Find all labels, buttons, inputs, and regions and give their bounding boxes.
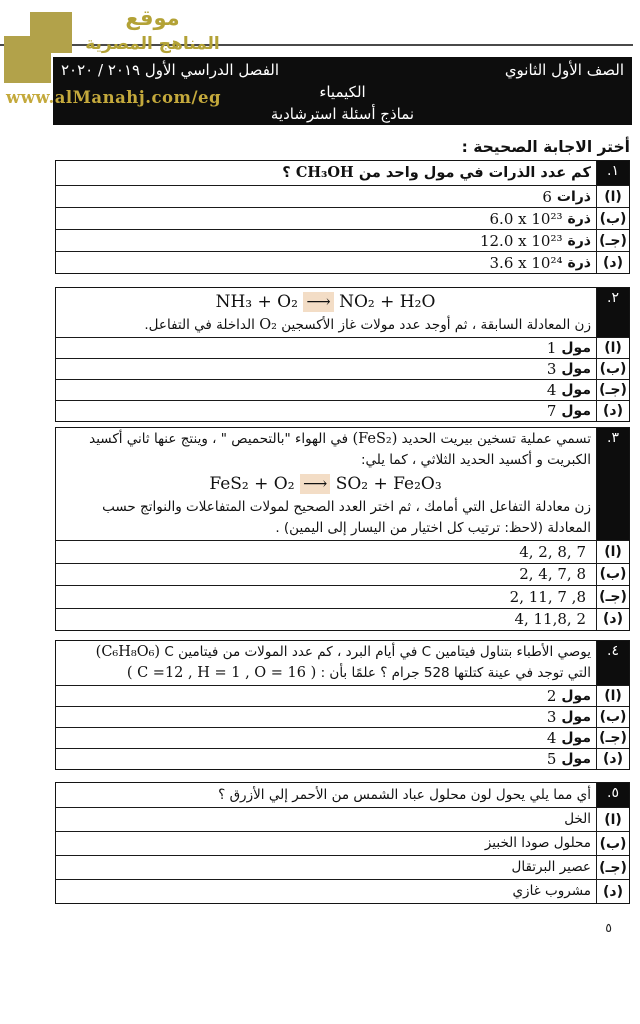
chemical-equation: FeS₂ + O₂ ⟶ SO₂ + Fe₂O₃	[209, 474, 442, 494]
chemical-formula: CH₃OH	[295, 164, 354, 181]
question-2-table	[55, 287, 630, 422]
option-text: 2, 11, 7 ,8	[509, 587, 586, 606]
option-text: مول 4	[546, 729, 591, 747]
option-letter: (ب)	[596, 359, 629, 379]
option-text: 4, 2, 8, 7	[519, 542, 586, 561]
reaction-arrow: ⟶	[303, 292, 333, 312]
option-row	[56, 748, 629, 769]
term-label: الفصل الدراسي الأول ٢٠١٩ / ٢٠٢٠	[61, 61, 280, 79]
option-letter: (د)	[596, 609, 629, 631]
option-row	[56, 379, 629, 400]
option-text: مول 4	[546, 381, 591, 399]
question-3-outro: زن معادلة التفاعل التي أمامك ، ثم اختر العدد الصحيح لمولات المتفاعلات والنواتج حسب المعادلة (لاحظ: ترتيب كل اختيار من اليسار إلى اليمين) .	[102, 499, 591, 536]
option-text: الخل	[564, 811, 591, 827]
option-row	[56, 807, 629, 831]
option-letter: (ب)	[596, 564, 629, 586]
option-letter: (ا)	[596, 186, 629, 207]
option-row	[56, 831, 629, 855]
option-text: ذرة 12.0 x 10²³	[479, 231, 591, 250]
option-row	[56, 337, 629, 358]
question-1-text: كم عدد الذرات في مول واحد من CH₃OH ؟	[282, 164, 591, 181]
option-letter: (ب)	[596, 832, 629, 855]
option-text: ذرة 3.6 x 10²⁴	[489, 253, 591, 272]
option-letter: (د)	[596, 880, 629, 903]
question-3-header	[56, 428, 629, 540]
question-5-table	[55, 782, 630, 904]
option-letter: (جـ)	[596, 856, 629, 879]
logo-block-icon	[4, 36, 51, 83]
question-3-intro: تسمي عملية تسخين بيريت الحديد (FeS₂) في الهواء "بالتحميص " ، وينتج عنها ثاني أكسيد الكبريت و أكسيد الحديد الثلاثي ، كما يلي:	[89, 431, 591, 468]
header-row-grade-term	[53, 59, 632, 81]
option-text: مول 2	[546, 687, 591, 705]
option-text: مول 5	[546, 750, 591, 768]
question-4-text	[56, 641, 596, 685]
question-5-text: أي مما يلي يحول لون محلول عباد الشمس من الأحمر إلي الأزرق ؟	[218, 787, 591, 803]
option-row	[56, 879, 629, 903]
option-text: مول 3	[546, 360, 591, 378]
chemical-formula: (FeS₂)	[352, 431, 398, 447]
option-letter: (د)	[596, 401, 629, 421]
option-row	[56, 251, 629, 273]
option-letter: (د)	[596, 252, 629, 273]
option-letter: (د)	[596, 749, 629, 769]
option-row	[56, 685, 629, 706]
option-letter: (جـ)	[596, 586, 629, 608]
option-letter: (ب)	[596, 707, 629, 727]
option-row	[56, 185, 629, 207]
page-number: ٥	[605, 920, 612, 935]
question-4-header	[56, 641, 629, 685]
option-letter: (جـ)	[596, 728, 629, 748]
watermark-site-word: موقع	[125, 6, 180, 30]
atomic-masses: ( C =12 , H = 1 , O = 16 )	[126, 665, 317, 681]
option-row	[56, 229, 629, 251]
option-letter: (ا)	[596, 686, 629, 706]
question-1-number: ١.	[596, 161, 629, 185]
option-row	[56, 563, 629, 586]
question-5-header	[56, 783, 629, 807]
option-text: محلول صودا الخبيز	[484, 835, 591, 851]
question-2-prompt: زن المعادلة السابقة ، ثم أوجد عدد مولات غاز الأكسجين O₂ الداخلة في التفاعل.	[144, 317, 591, 333]
question-3-text	[56, 428, 596, 540]
grade-label: الصف الأول الثانوي	[504, 61, 624, 79]
option-letter: (ا)	[596, 338, 629, 358]
option-row	[56, 540, 629, 563]
option-row	[56, 706, 629, 727]
watermark-site-name: المناهج المصرية	[85, 34, 220, 54]
question-4-line2: التي توجد في عينة كتلتها 528 جرام ؟ علمًا بأن : ( C =12 , H = 1 , O = 16 )	[126, 665, 591, 681]
option-row	[56, 608, 629, 631]
option-text: ذرة 6.0 x 10²³	[489, 209, 591, 228]
option-letter: (ا)	[596, 808, 629, 831]
option-row	[56, 207, 629, 229]
option-letter: (ا)	[596, 541, 629, 563]
option-text: 4, 11,8, 2	[514, 610, 586, 629]
question-3-number: ٣.	[596, 428, 629, 540]
question-4-table	[55, 640, 630, 770]
doc-type-label: نماذج أسئلة استرشادية	[270, 105, 415, 123]
option-letter: (جـ)	[596, 380, 629, 400]
question-2-header	[56, 288, 629, 337]
question-1-table	[55, 160, 630, 274]
option-row	[56, 727, 629, 748]
subject-label: الكيمياء	[319, 83, 366, 101]
instruction-heading: أختر الاجابة الصحيحة :	[461, 138, 630, 156]
option-text: 2, 4, 7, 8	[519, 565, 586, 584]
option-row	[56, 400, 629, 421]
question-4-number: ٤.	[596, 641, 629, 685]
question-5-number: ٥.	[596, 783, 629, 807]
option-text: مول 1	[546, 339, 591, 357]
option-row	[56, 358, 629, 379]
option-letter: (جـ)	[596, 230, 629, 251]
option-row	[56, 855, 629, 879]
reaction-arrow: ⟶	[300, 474, 330, 494]
question-1-header	[56, 161, 629, 185]
option-row	[56, 585, 629, 608]
question-4-line1: يوصي الأطباء بتناول فيتامين C في أيام البرد ، كم عدد المولات من فيتامين C (C₆H₈O₆)	[95, 644, 591, 660]
option-text: مول 3	[546, 708, 591, 726]
chemical-formula: (C₆H₈O₆)	[95, 644, 161, 660]
option-text: عصير البرتقال	[511, 859, 591, 875]
question-3-table	[55, 427, 630, 631]
option-text: مشروب غازي	[512, 883, 591, 899]
option-text: ذرات 6	[542, 187, 591, 206]
option-letter: (ب)	[596, 208, 629, 229]
chemical-formula: O₂	[259, 317, 277, 333]
watermark-url: www.alManahj.com/eg	[6, 88, 222, 107]
question-2-number: ٢.	[596, 288, 629, 337]
chemical-equation: NH₃ + O₂ ⟶ NO₂ + H₂O	[215, 292, 436, 312]
option-text: مول 7	[546, 402, 591, 420]
question-2-text	[56, 288, 596, 337]
